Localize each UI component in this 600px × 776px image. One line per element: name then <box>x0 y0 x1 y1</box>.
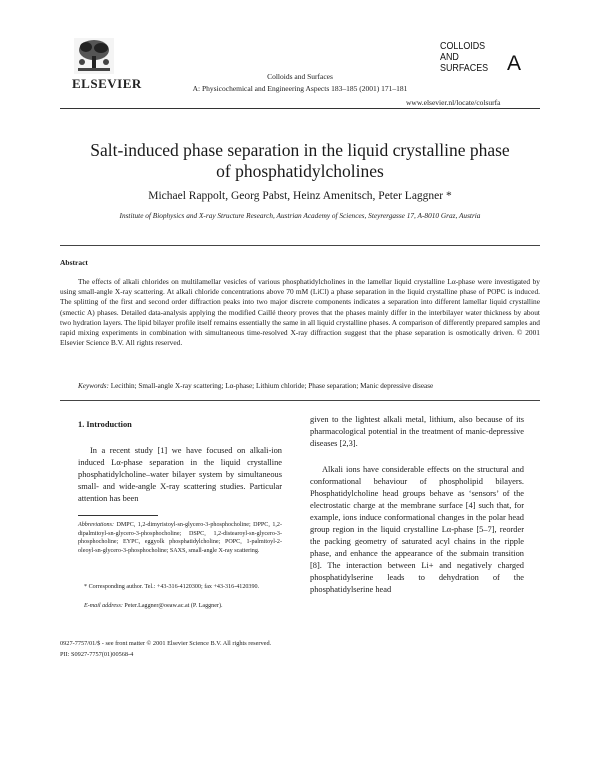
journal-citation: A: Physicochemical and Engineering Aspects 183–185 (2001) 171–181 <box>192 84 408 93</box>
intro-paragraph-right-2: Alkali ions have considerable effects on the structural and conformational behaviour of phospholipid bilayers. Phosphatidylcholine head groups behave as ‘sensors’ of the electrostatic charge at the membrane surface [4] such that, for example, ions induce conformational changes in the polar head group region in the liquid crystalline Lα-phase [5–7], reorder the packing geometry of saturated acyl chains in the ripple phase, and enhance the appearance of the submain transition [8]. The interaction between Li+ and negatively charged phosphatidylserine leads to dehydration of the phosphatidylserine head <box>310 465 524 594</box>
journal-website-link[interactable]: www.elsevier.nl/locate/colsurfa <box>406 98 501 107</box>
abbreviations-text: DMPC, 1,2-dimyristoyl-sn-glycero-3-phosphocholine; DPPC, 1,2-dipalmitoyl-sn-glycero-3-phosphocholine; DSPC, 1,2-distearoyl-sn-glycero-3-phosphocholine; EYPC, eggyolk phosphatidylcholine; POPC, 1-palmitoyl-2-oleoyl-sn-glycero-3-phosphocholine; SAXS, small-angle X-ray scattering. <box>78 522 282 554</box>
issn-line: 0927-7757/01/$ - see front matter © 2001 Elsevier Science B.V. All rights reserved. <box>60 640 272 647</box>
intro-paragraph-left: In a recent study [1] we have focused on alkali-ion induced Lα-phase separation in the liquid crystalline phosphatidylcholine–water bilayer system by simultaneous small- and wide-angle X-ray scattering studies. Particular attention has been <box>78 446 282 503</box>
affiliation: Institute of Biophysics and X-ray Structure Research, Austrian Academy of Sciences, Steyrergasse 17, A-8010 Graz, Austria <box>119 211 481 220</box>
keywords <box>78 382 540 390</box>
header-divider <box>60 108 540 109</box>
email-label: E-mail address: <box>84 603 123 609</box>
article-title: Salt-induced phase separation in the liquid crystalline phase of phosphatidylcholines <box>90 140 510 181</box>
journal-name: Colloids and Surfaces <box>267 72 333 81</box>
journal-logo-letter: A <box>507 52 522 75</box>
abstract-text: The effects of alkali chlorides on multilamellar vesicles of various phosphatidylcholines in the lamellar liquid crystalline Lα-phase were investigated by using small-angle X-ray scattering. At alkali chloride concentrations above 70 mM (LiCl) a phase separation in the liquid crystalline phase of POPC is induced. The splitting of the first and second order diffraction peaks into two major discrete components indicates a separation into different lamellar liquid crystalline (smectic A) phases. Detailed data-analysis applying the modified Caillé theory proves that the phases mainly differ in the interbilayer water thickness by about two hydration layers. The lipid bilayer profile itself remains essentially the same in all liquid crystalline phases. A comparison of differently prepared samples and rapid mixing experiments in combination with simultaneous time-resolved X-ray diffraction suggest that the phase separation is osmotically driven. © 2001 Elsevier Science B.V. All rights reserved. <box>60 277 540 348</box>
abstract-heading: Abstract <box>60 258 88 267</box>
keywords-label: Keywords: <box>78 382 109 390</box>
intro-paragraph-right-1: given to the lightest alkali metal, lithium, also because of its pharmacological potential in the treatment of manic-depressive diseases [2,3]. <box>310 415 524 448</box>
author-list: Michael Rappolt, Georg Pabst, Heinz Amenitsch, Peter Laggner * <box>148 190 452 202</box>
email-value[interactable]: Peter.Laggner@oeaw.ac.at (P. Laggner). <box>124 603 223 609</box>
abstract-top-divider <box>60 245 540 246</box>
pii-line: PII: S0927-7757(01)00568-4 <box>60 651 134 658</box>
footnote-corresponding-author: * Corresponding author. Tel.: +43-316-4120300; fax +43-316-4120390. <box>84 584 260 590</box>
keywords-list: Lecithin; Small-angle X-ray scattering; Lα-phase; Lithium chloride; Phase separation; Manic depressive disease <box>110 382 434 390</box>
footnote-abbreviations <box>78 521 282 555</box>
abbreviations-label: Abbreviations: <box>78 522 114 528</box>
footnote-email <box>78 602 282 611</box>
abstract-bottom-divider <box>60 400 540 401</box>
footnote-divider <box>78 515 158 516</box>
journal-logo-text: COLLOIDS AND SURFACES <box>440 40 489 74</box>
section-heading: 1. Introduction <box>78 420 132 429</box>
elsevier-logo: ELSEVIER <box>72 76 142 91</box>
elsevier-tree-icon <box>74 38 114 74</box>
